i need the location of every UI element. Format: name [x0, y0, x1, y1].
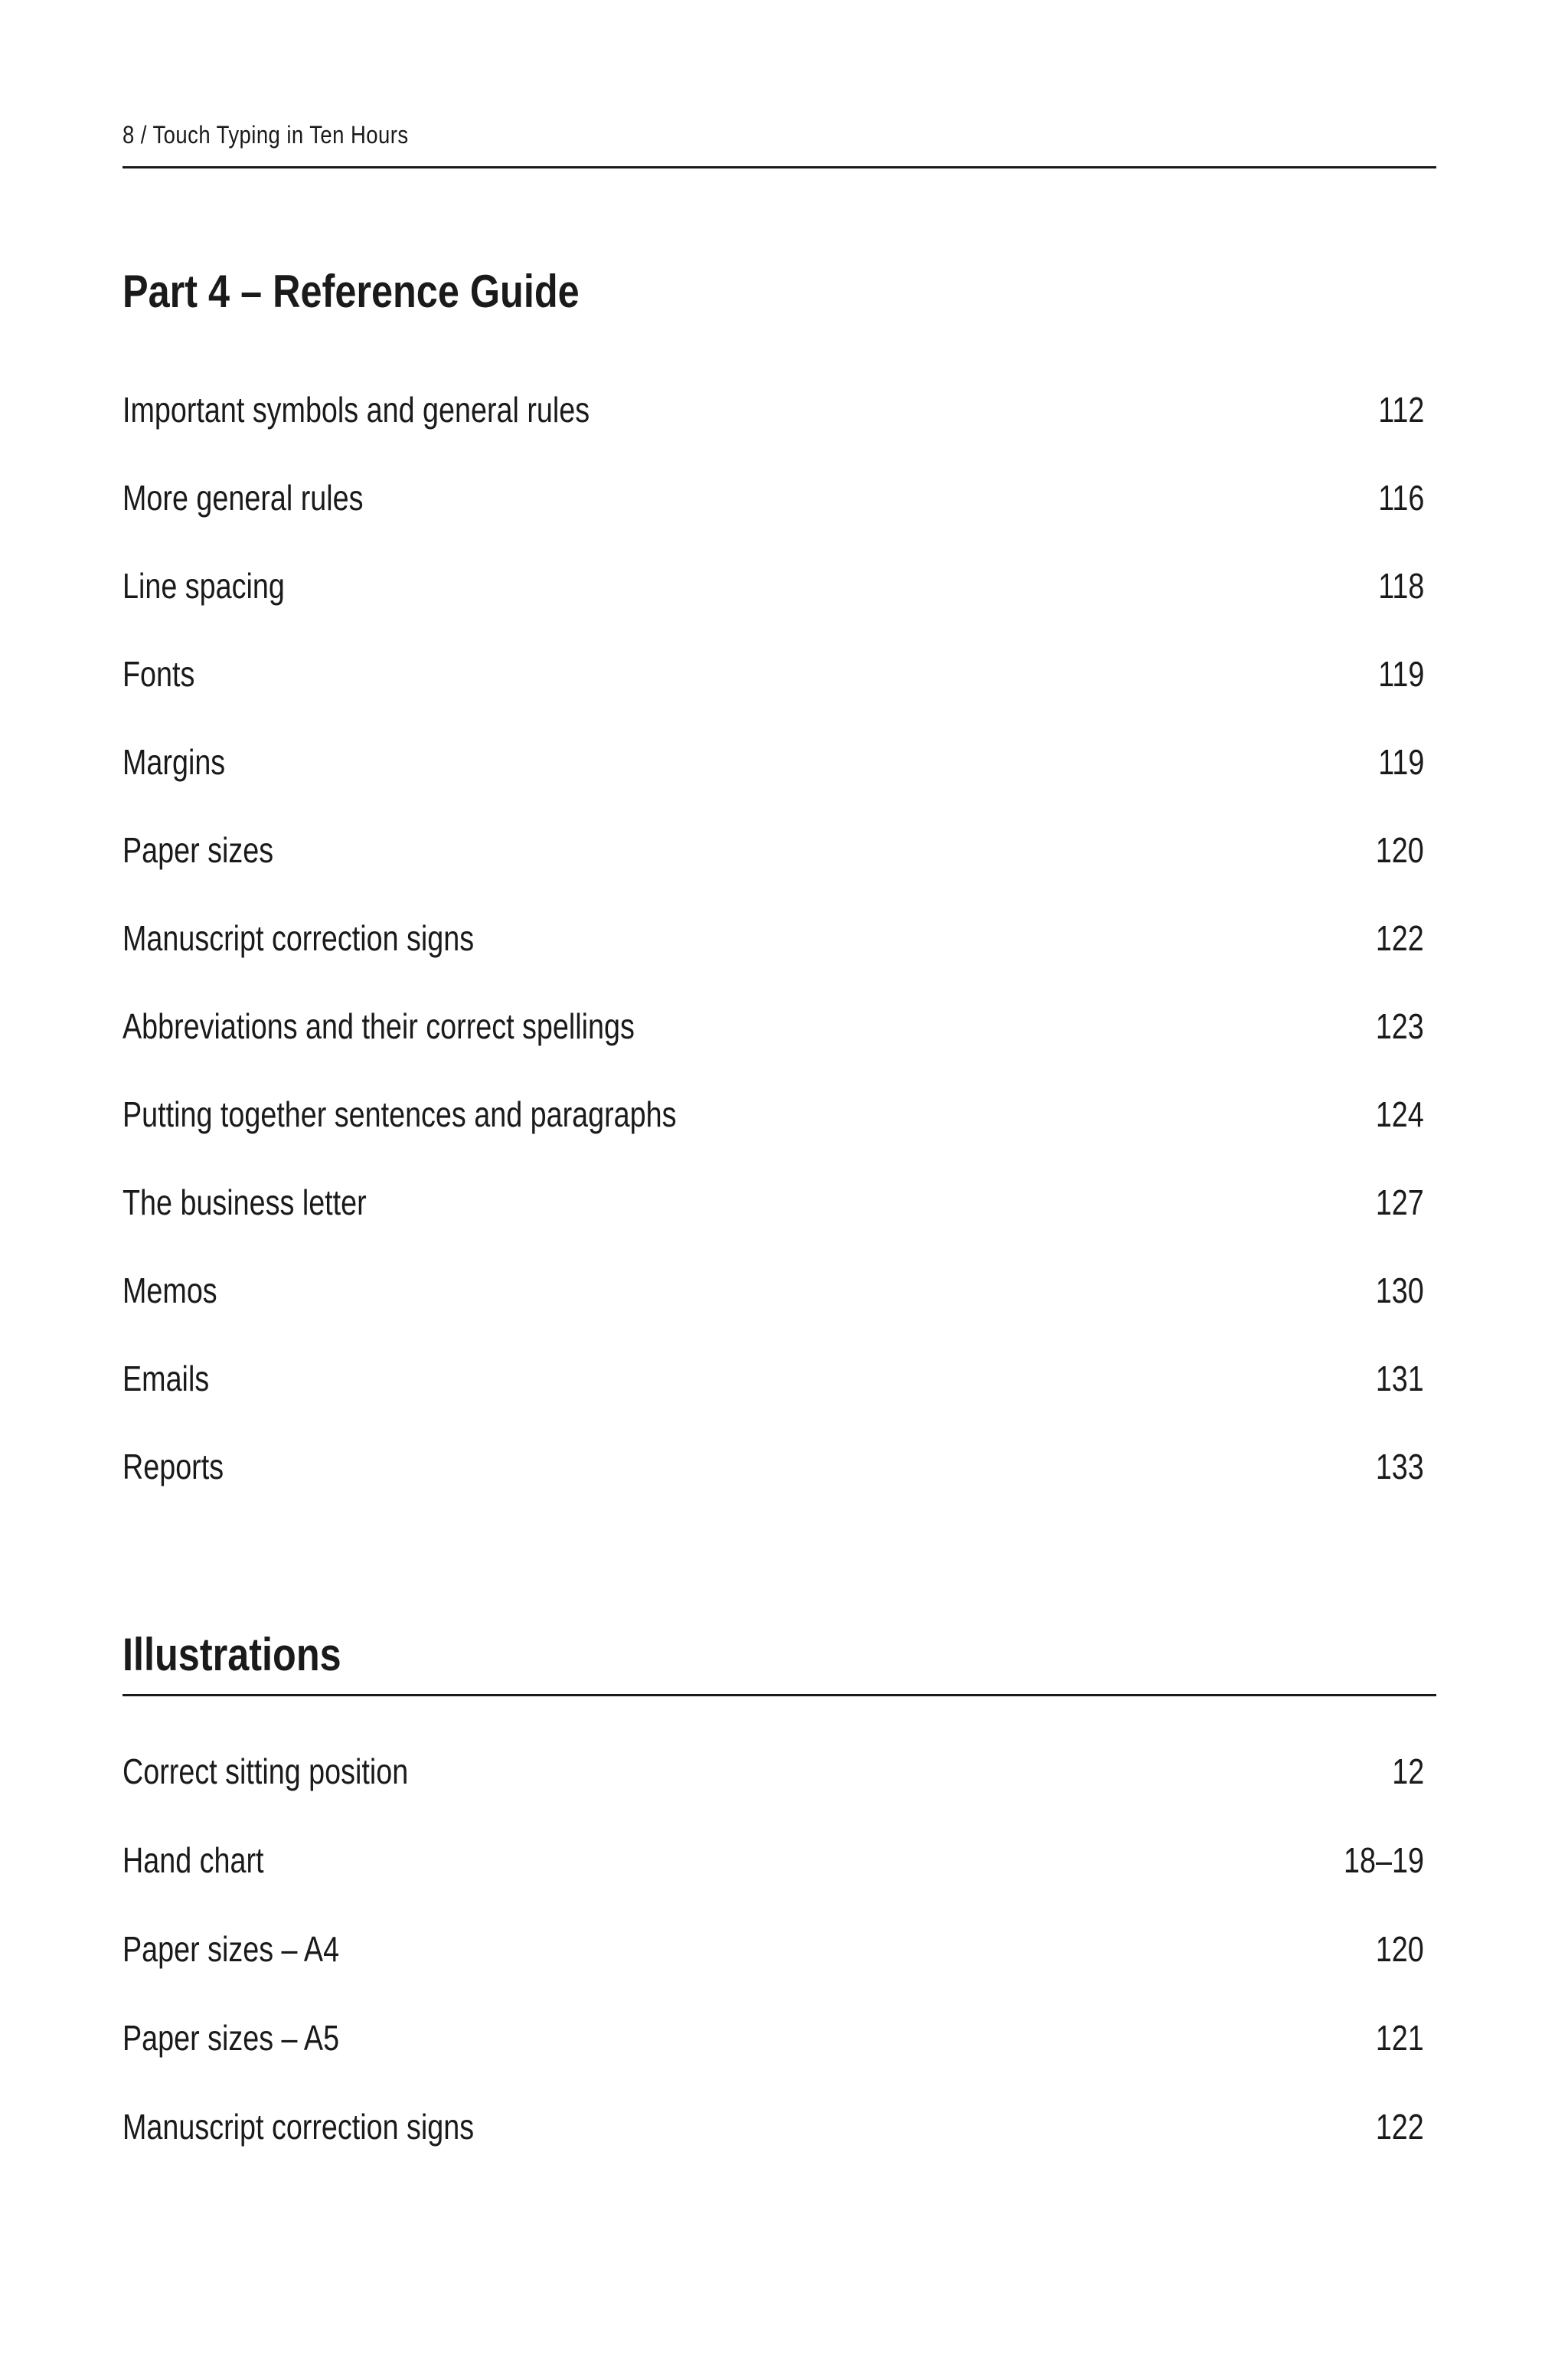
- toc-entry: [122, 475, 1424, 563]
- toc-entry-page-number: 18–19: [1344, 1840, 1424, 1880]
- toc-entry: [122, 387, 1424, 475]
- toc-entry: [122, 1444, 1424, 1532]
- toc-entry-label: Margins: [122, 742, 226, 782]
- toc-entry: [122, 1356, 1424, 1444]
- toc-entry-page-number: 127: [1376, 1182, 1424, 1222]
- section-title-part4: Part 4 – Reference Guide: [122, 266, 580, 317]
- toc-entry: [122, 739, 1424, 827]
- toc-entry-label: Paper sizes: [122, 830, 274, 870]
- toc-entry: [122, 1267, 1424, 1356]
- toc-entry: [122, 827, 1424, 915]
- toc-entry-page-number: 123: [1376, 1006, 1424, 1046]
- toc-entry-page-number: 12: [1392, 1751, 1424, 1791]
- toc-entry-label: Hand chart: [122, 1840, 264, 1880]
- toc-entry: [122, 1748, 1424, 1837]
- header-rule: [122, 166, 1436, 168]
- toc-entry-page-number: 124: [1376, 1094, 1424, 1134]
- toc-entry-label: Abbreviations and their correct spellings: [122, 1006, 635, 1046]
- toc-entry: [122, 1179, 1424, 1267]
- toc-entry-page-number: 119: [1377, 742, 1424, 782]
- toc-entry-label: Memos: [122, 1271, 217, 1310]
- toc-entry-label: Paper sizes – A5: [122, 2018, 340, 2058]
- toc-entry-page-number: 118: [1377, 566, 1424, 606]
- toc-entry-label: The business letter: [122, 1182, 367, 1222]
- running-head: 8 / Touch Typing in Ten Hours: [122, 121, 409, 149]
- toc-entry: [122, 2104, 1424, 2193]
- toc-entry-label: Paper sizes – A4: [122, 1929, 340, 1969]
- toc-entry-page-number: 122: [1376, 2107, 1424, 2147]
- toc-entry-label: Manuscript correction signs: [122, 918, 475, 958]
- toc-entry-page-number: 133: [1376, 1447, 1424, 1486]
- toc-entry-label: Emails: [122, 1359, 210, 1398]
- toc-entry-label: Important symbols and general rules: [122, 390, 590, 430]
- toc-entry-label: Putting together sentences and paragraphs: [122, 1094, 677, 1134]
- toc-list-illustrations: [122, 1748, 1424, 2193]
- toc-entry: [122, 1926, 1424, 2015]
- toc-entry-label: More general rules: [122, 478, 364, 518]
- toc-entry-label: Manuscript correction signs: [122, 2107, 475, 2147]
- toc-entry: [122, 2015, 1424, 2104]
- toc-entry-label: Line spacing: [122, 566, 285, 606]
- toc-entry-page-number: 131: [1376, 1359, 1424, 1398]
- toc-entry: [122, 1003, 1424, 1091]
- toc-entry-page-number: 119: [1377, 654, 1424, 694]
- toc-entry-label: Fonts: [122, 654, 195, 694]
- toc-entry-page-number: 130: [1376, 1271, 1424, 1310]
- toc-entry-label: Reports: [122, 1447, 224, 1486]
- toc-entry-page-number: 116: [1377, 478, 1424, 518]
- toc-entry-page-number: 112: [1377, 390, 1424, 430]
- toc-entry-page-number: 120: [1376, 830, 1424, 870]
- book-page: [122, 0, 1439, 2371]
- toc-entry: [122, 563, 1424, 651]
- toc-entry: [122, 1091, 1424, 1179]
- toc-entry: [122, 915, 1424, 1003]
- illustrations-rule: [122, 1694, 1436, 1696]
- toc-entry: [122, 651, 1424, 739]
- toc-entry-page-number: 121: [1376, 2018, 1424, 2058]
- section-title-illustrations: Illustrations: [122, 1629, 341, 1680]
- toc-entry-label: Correct sitting position: [122, 1751, 409, 1791]
- toc-entry-page-number: 120: [1376, 1929, 1424, 1969]
- toc-entry-page-number: 122: [1376, 918, 1424, 958]
- toc-entry: [122, 1837, 1424, 1926]
- toc-list-part4: [122, 387, 1424, 1532]
